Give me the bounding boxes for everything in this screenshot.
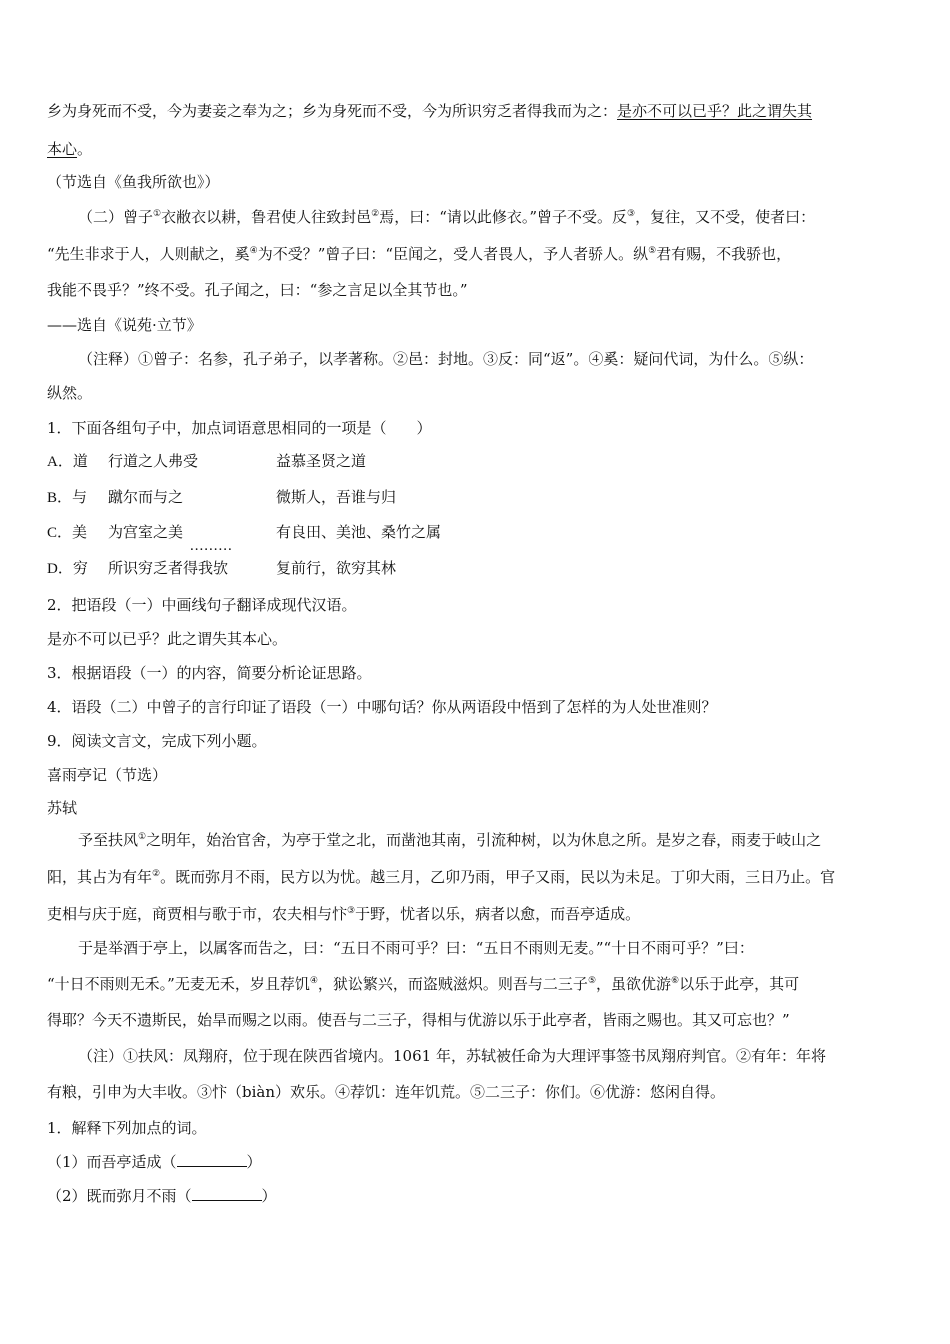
passage2-line1 — [78, 207, 815, 227]
section9-p2-line3: 得耶？今天不遗斯民，始旱而赐之以雨。使吾与二三子，得相与优游以乐于此亭者，皆雨之赐也。其又可忘也？” — [47, 1011, 790, 1029]
section9-title: 喜雨亭记（节选） — [47, 766, 168, 784]
passage1-line1 — [47, 101, 812, 121]
option-c-sentence1: 为宫室之美 — [108, 525, 184, 541]
footnote-ref: ③ — [347, 906, 356, 916]
section9-question-1-2 — [47, 1186, 277, 1206]
footnote-ref: ④ — [249, 246, 258, 256]
text: 衣敝衣以耕，鲁君使人往致封邑 — [161, 208, 372, 226]
underlined-sentence-part1: 是亦不可以已乎？此之谓失其 — [617, 102, 813, 120]
option-b-sentence2: 微斯人，吾谁与归 — [276, 490, 397, 506]
section9-p2-line2 — [47, 974, 799, 994]
option-c-label: C．美 — [47, 525, 88, 541]
section9-p2-line1: 于是举酒于亭上，以属客而告之，曰：“五日不雨可乎？曰：“五日不雨则无麦。”“十日不雨可乎？”曰： — [78, 939, 754, 957]
footnote-ref: ⑤ — [587, 976, 597, 986]
passage2-line3: 我能不畏乎？”终不受。孔子闻之，曰：“参之言足以全其节也。” — [47, 281, 468, 299]
passage2-line2 — [47, 244, 791, 264]
text: 以乐于此亭，其可 — [679, 975, 800, 993]
footnote-ref: ⑥ — [671, 976, 680, 986]
text: ） — [261, 1187, 277, 1205]
text: 阳，其占为有年 — [47, 868, 153, 886]
emphasis-dots: ......... — [190, 538, 233, 554]
question-3: 3．根据语段（一）的内容，简要分析论证思路。 — [47, 664, 372, 682]
footnote-ref: ② — [371, 209, 380, 219]
text: 之明年，始治官舍，为亭于堂之北，而凿池其南，引流种树，以为休息之所。是岁之春，雨麦于岐山之 — [146, 831, 822, 849]
section9-question-1-1 — [47, 1152, 262, 1172]
footnote-ref: ③ — [627, 209, 636, 219]
option-a-label: A．道 — [47, 454, 88, 470]
footnote-ref: ⑤ — [648, 246, 657, 256]
text: （1）而吾亭适成（ — [47, 1153, 177, 1171]
text: （2）既而弥月不雨（ — [47, 1187, 192, 1205]
passage2-source: ——选自《说苑·立节》 — [47, 316, 202, 334]
passage2-note-line1: （注释）①曾子：名参，孔子弟子，以孝著称。②邑：封地。③反：同“返”。④奚：疑问代词，为什么。⑤纵： — [78, 350, 814, 368]
section9-note-line1: （注）①扶风：凤翔府，位于现在陕西省境内。1061 年，苏轼被任命为大理评事签书凤翔府判官。②有年：年将 — [78, 1047, 826, 1065]
answer-blank-2[interactable] — [192, 1186, 262, 1201]
text: ） — [246, 1153, 262, 1171]
passage1-line2 — [47, 139, 92, 159]
footnote-ref: ① — [153, 209, 162, 219]
text: 君有赐，不我骄也， — [656, 245, 792, 263]
option-d-label: D．穷 — [47, 561, 88, 577]
section9-heading: 9．阅读文言文，完成下列小题。 — [47, 732, 267, 750]
option-b-label: B．与 — [47, 490, 88, 506]
footnote-ref: ① — [138, 832, 147, 842]
text: “十日不雨则无禾。”无麦无禾，岁且荐饥 — [47, 975, 310, 993]
question-2-sentence: 是亦不可以已乎？此之谓失其本心。 — [47, 630, 288, 648]
section9-p1-line1 — [78, 830, 821, 850]
text: 。既而弥月不雨，民方以为忧。越三月，乙卯乃雨，甲子又雨，民以为未足。丁卯大雨，三日乃止。官 — [160, 868, 836, 886]
section9-author: 苏轼 — [47, 799, 78, 817]
question-2: 2．把语段（一）中画线句子翻译成现代汉语。 — [47, 596, 357, 614]
underlined-sentence-part2: 本心 — [47, 140, 78, 158]
section9-p1-line2 — [47, 867, 835, 887]
section9-p1-line3 — [47, 904, 640, 924]
text: 予至扶风 — [78, 831, 139, 849]
passage1-line2-end: 。 — [77, 140, 93, 158]
text: “先生非求于人，人则献之，奚 — [47, 245, 250, 263]
passage1-source: （节选自《鱼我所欲也》） — [47, 173, 220, 191]
footnote-ref: ④ — [309, 976, 318, 986]
text: ，狱讼繁兴，而盗贼滋炽。则吾与二三子 — [317, 975, 588, 993]
question-1: 1．下面各组句子中，加点词语意思相同的一项是（ ） — [47, 419, 432, 437]
option-d-sentence1: 所识穷乏者得我欤 — [108, 561, 229, 577]
text: ，虽欲优游 — [596, 975, 672, 993]
question-4: 4．语段（二）中曾子的言行印证了语段（一）中哪句话？你从两语段中悟到了怎样的为人处世准则？ — [47, 698, 717, 716]
section9-question-1: 1．解释下列加点的词。 — [47, 1119, 207, 1137]
text: 吏相与庆于庭，商贾相与歌于市，农夫相与忭 — [47, 905, 348, 923]
option-a-sentence1: 行道之人弗受 — [108, 454, 199, 470]
option-d-sentence2: 复前行，欲穷其林 — [276, 561, 397, 577]
passage2-note-line2: 纵然。 — [47, 384, 93, 402]
text: （二）曾子 — [78, 208, 154, 226]
text: ，复往，又不受，使者曰： — [635, 208, 816, 226]
text: 为不受？”曾子曰：“臣闻之，受人者畏人，予人者骄人。纵 — [257, 245, 649, 263]
passage1-line1-text: 乡为身死而不受，今为妻妾之奉为之；乡为身死而不受，今为所识穷乏者得我而为之： — [47, 102, 618, 120]
footnote-ref: ② — [152, 869, 161, 879]
answer-blank-1[interactable] — [177, 1152, 247, 1167]
text: 焉，曰：“请以此修衣。”曾子不受。反 — [379, 208, 628, 226]
option-a-sentence2: 益慕圣贤之道 — [276, 454, 367, 470]
section9-note-line2: 有粮，引申为大丰收。③忭（biàn）欢乐。④荐饥：连年饥荒。⑤二三子：你们。⑥优游：悠闲自得。 — [47, 1083, 726, 1101]
option-b-sentence1: 蹴尔而与之 — [108, 490, 184, 506]
option-c-sentence2: 有良田、美池、桑竹之属 — [276, 525, 442, 541]
text: 于野，忧者以乐，病者以愈，而吾亭适成。 — [355, 905, 641, 923]
